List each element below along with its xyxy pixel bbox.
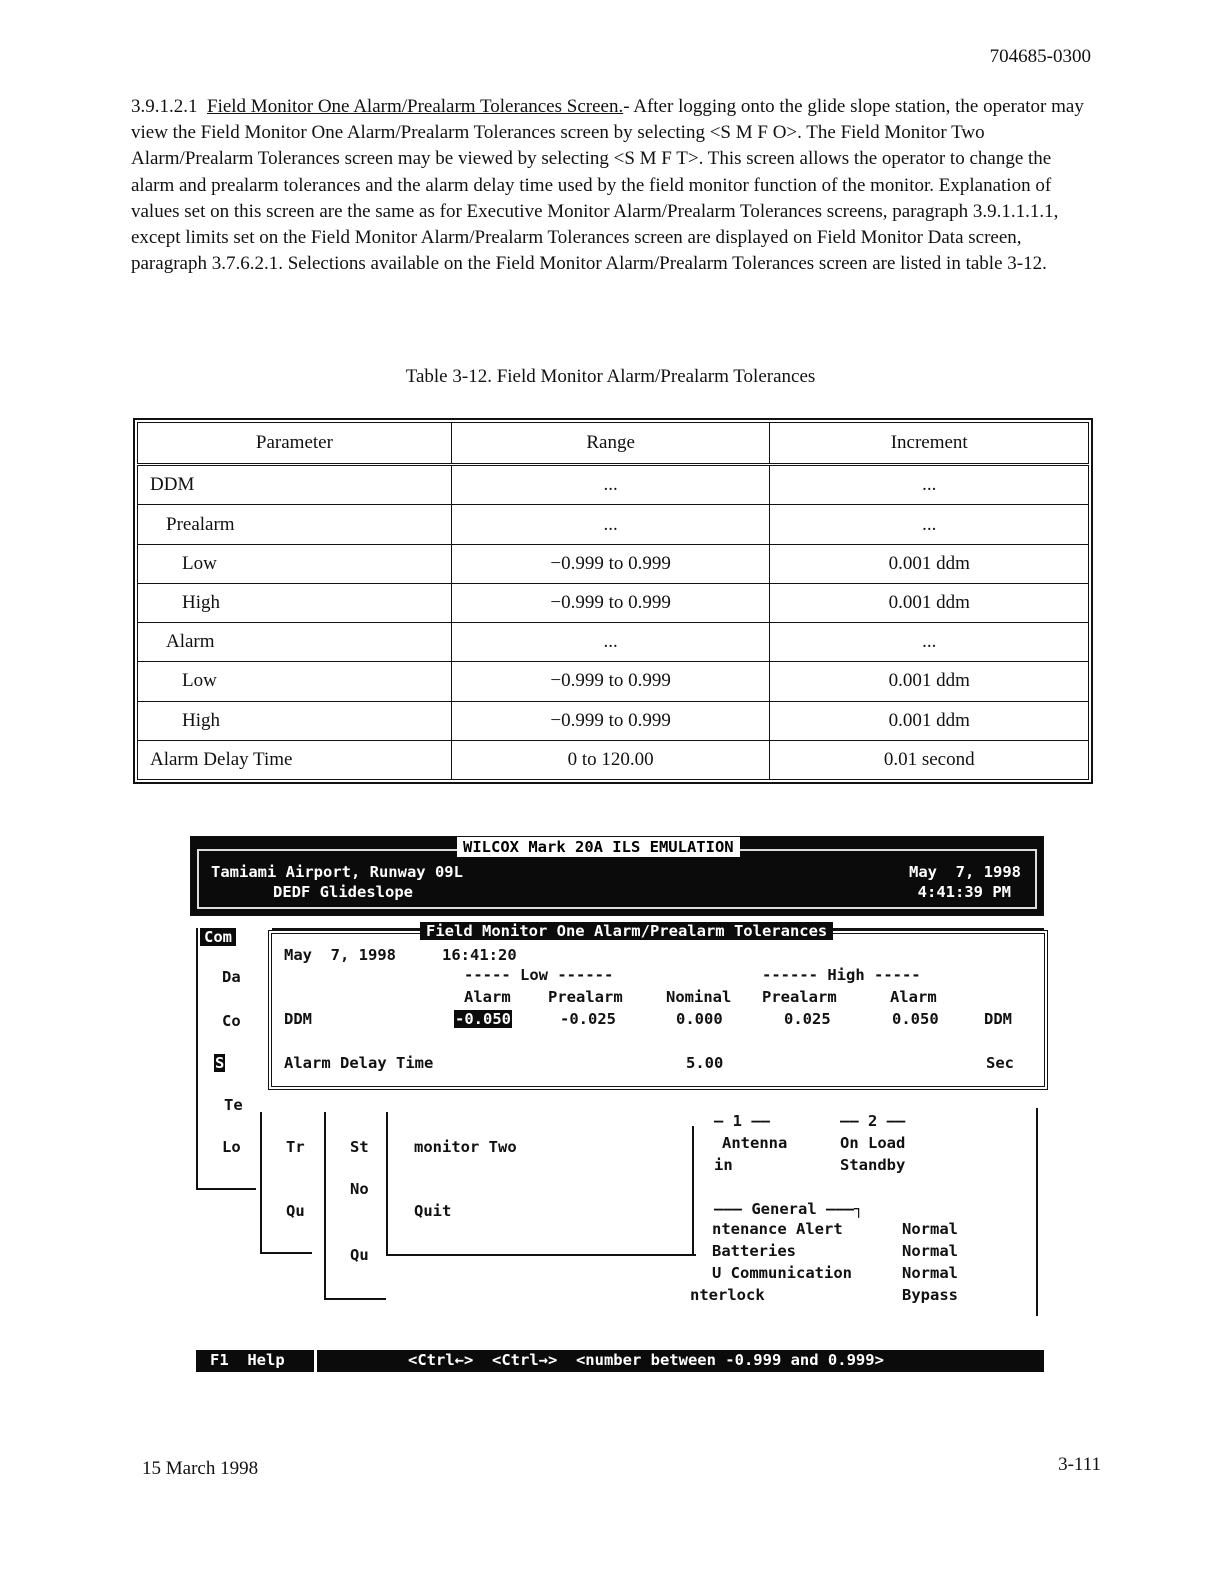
submenu-frame-3 bbox=[386, 1112, 696, 1256]
col-alarm-low: Alarm bbox=[464, 988, 511, 1006]
header-parameter: Parameter bbox=[138, 423, 452, 465]
high-group-label: ------ High ----- bbox=[762, 966, 921, 984]
menu-item-da[interactable]: Da bbox=[222, 968, 241, 986]
footer-divider bbox=[314, 1350, 317, 1372]
table-row bbox=[138, 740, 1089, 779]
section-paragraph bbox=[131, 94, 1093, 277]
status-value: Bypass bbox=[902, 1286, 958, 1304]
menu-item-com[interactable]: Com bbox=[200, 928, 236, 946]
row-parameter: DDM bbox=[138, 465, 452, 505]
dialog-title: Field Monitor One Alarm/Prealarm Tolerances bbox=[420, 922, 833, 940]
tx1-line2: in bbox=[714, 1156, 733, 1174]
page-number: 3-111 bbox=[1058, 1454, 1101, 1475]
status-value: Normal bbox=[902, 1242, 958, 1260]
dialog-date: May 7, 1998 bbox=[284, 946, 396, 964]
row-range: ... bbox=[451, 505, 770, 544]
alarm-delay-unit: Sec bbox=[986, 1054, 1014, 1072]
status-panel-edge bbox=[1036, 1108, 1038, 1316]
row-increment: ... bbox=[770, 505, 1089, 544]
ddm-alarm-low-input[interactable]: -0.050 bbox=[455, 1010, 511, 1028]
col-nominal: Nominal bbox=[666, 988, 732, 1006]
tx2-line2: Standby bbox=[840, 1156, 906, 1174]
row-parameter: High bbox=[138, 583, 452, 622]
ddm-alarm-high-input[interactable]: 0.050 bbox=[892, 1010, 939, 1028]
ddm-nominal-value: 0.000 bbox=[676, 1010, 723, 1028]
location-label: Tamiami Airport, Runway 09L bbox=[211, 863, 463, 881]
header-time: 4:41:39 PM bbox=[917, 883, 1011, 901]
low-group-label: ----- Low ------ bbox=[464, 966, 614, 984]
ddm-unit: DDM bbox=[984, 1010, 1012, 1028]
status-label: U Communication bbox=[712, 1264, 852, 1282]
submenu-item-no[interactable]: No bbox=[350, 1180, 369, 1198]
status-label: Batteries bbox=[712, 1242, 796, 1260]
dialog-time: 16:41:20 bbox=[442, 946, 517, 964]
row-increment: 0.001 ddm bbox=[770, 701, 1089, 740]
tx1-header: — 1 —— bbox=[714, 1112, 771, 1130]
status-label: ntenance Alert bbox=[712, 1220, 843, 1238]
menu-item-te[interactable]: Te bbox=[224, 1096, 243, 1114]
window-title: WILCOX Mark 20A ILS EMULATION bbox=[457, 837, 740, 857]
row-range: −0.999 to 0.999 bbox=[451, 701, 770, 740]
function-key-bar bbox=[196, 1350, 1044, 1372]
tx2-line1: On Load bbox=[840, 1134, 906, 1152]
submenu-item-monitor-two[interactable]: monitor Two bbox=[414, 1138, 517, 1156]
row-range: ... bbox=[451, 623, 770, 662]
table-row bbox=[138, 465, 1089, 505]
ddm-label: DDM bbox=[284, 1010, 312, 1028]
footer-date: 15 March 1998 bbox=[142, 1458, 259, 1479]
row-range: ... bbox=[451, 465, 770, 505]
table-row bbox=[138, 505, 1089, 544]
menu-item-s[interactable]: S bbox=[215, 1054, 225, 1072]
status-label: nterlock bbox=[690, 1286, 765, 1304]
row-parameter: Prealarm bbox=[138, 505, 452, 544]
section-number: 3.9.1.2.1 bbox=[131, 96, 198, 117]
submenu-frame-1 bbox=[260, 1112, 312, 1254]
ddm-prealarm-high-input[interactable]: 0.025 bbox=[784, 1010, 831, 1028]
header-increment: Increment bbox=[770, 423, 1089, 465]
alarm-delay-input[interactable]: 5.00 bbox=[686, 1054, 724, 1072]
row-increment: ... bbox=[770, 623, 1089, 662]
header-range: Range bbox=[451, 423, 770, 465]
menu-item-lo[interactable]: Lo bbox=[222, 1138, 241, 1156]
row-range: −0.999 to 0.999 bbox=[451, 583, 770, 622]
station-label: DEDF Glideslope bbox=[273, 883, 413, 901]
header-date: May 7, 1998 bbox=[909, 863, 1021, 881]
row-increment: 0.001 ddm bbox=[770, 583, 1089, 622]
tolerances-dialog bbox=[268, 922, 1048, 1090]
table-row bbox=[138, 662, 1089, 701]
row-increment: 0.001 ddm bbox=[770, 544, 1089, 583]
row-parameter: Low bbox=[138, 662, 452, 701]
status-value: Normal bbox=[902, 1264, 958, 1282]
section-body: - After logging onto the glide slope station, the operator may view the Field Monitor One Alarm/Prealarm Tolerances screen by selecting <S M F O>. The Field Monitor Two Alarm/Prealarm Tolerances screen may be viewed by selecting <S M F T>. This screen allows the operator to change the alarm and prealarm tolerances and the alarm delay time used by the field monitor function of the monitor. Explanation of values set on this screen are the same as for Executive Monitor Alarm/Prealarm Tolerances screens, paragraph 3.9.1.1.1.1, except limits set on the Field Monitor Alarm/Prealarm Tolerances screen are displayed on Field Monitor Data screen, paragraph 3.7.6.2.1. Selections available on the Field Monitor Alarm/Prealarm Tolerances screen are listed in table 3-12. bbox=[131, 96, 1084, 275]
alarm-delay-label: Alarm Delay Time bbox=[284, 1054, 434, 1072]
table-row bbox=[138, 623, 1089, 662]
table-caption: Table 3-12. Field Monitor Alarm/Prealarm Tolerances bbox=[405, 366, 816, 387]
general-header: ——— General ———┐ bbox=[714, 1200, 864, 1218]
row-parameter: Alarm Delay Time bbox=[138, 740, 452, 779]
row-increment: 0.01 second bbox=[770, 740, 1089, 779]
row-parameter: Alarm bbox=[138, 623, 452, 662]
parameter-table-frame bbox=[133, 418, 1093, 784]
table-row bbox=[138, 701, 1089, 740]
row-range: 0 to 120.00 bbox=[451, 740, 770, 779]
terminal-screenshot bbox=[190, 836, 1046, 1376]
table-row bbox=[138, 583, 1089, 622]
menu-item-co[interactable]: Co bbox=[222, 1012, 241, 1030]
terminal-header bbox=[190, 836, 1044, 916]
submenu-divider bbox=[692, 1126, 694, 1256]
col-alarm-high: Alarm bbox=[890, 988, 937, 1006]
row-range: −0.999 to 0.999 bbox=[451, 662, 770, 701]
row-increment: ... bbox=[770, 465, 1089, 505]
parameter-table bbox=[137, 422, 1089, 780]
col-prealarm-low: Prealarm bbox=[548, 988, 623, 1006]
input-hint: <Ctrl←> <Ctrl→> <number between -0.999 and 0.999> bbox=[408, 1351, 884, 1369]
tx1-line1: Antenna bbox=[722, 1134, 788, 1152]
table-header-row bbox=[138, 423, 1089, 465]
row-parameter: High bbox=[138, 701, 452, 740]
row-range: −0.999 to 0.999 bbox=[451, 544, 770, 583]
submenu-item-tr[interactable]: Tr bbox=[286, 1138, 305, 1156]
section-title: Field Monitor One Alarm/Prealarm Tolerances Screen. bbox=[207, 96, 624, 117]
status-value: Normal bbox=[902, 1220, 958, 1238]
help-key[interactable]: F1 Help bbox=[210, 1351, 285, 1369]
row-parameter: Low bbox=[138, 544, 452, 583]
submenu-item-qu[interactable]: Qu bbox=[286, 1202, 305, 1220]
submenu-item-st[interactable]: St bbox=[350, 1138, 369, 1156]
ddm-prealarm-low-input[interactable]: -0.025 bbox=[560, 1010, 616, 1028]
tx2-header: —— 2 —— bbox=[840, 1112, 906, 1130]
col-prealarm-high: Prealarm bbox=[762, 988, 837, 1006]
submenu-item-qu-2[interactable]: Qu bbox=[350, 1246, 369, 1264]
document-number: 704685-0300 bbox=[989, 46, 1091, 67]
row-increment: 0.001 ddm bbox=[770, 662, 1089, 701]
table-row bbox=[138, 544, 1089, 583]
submenu-item-quit[interactable]: Quit bbox=[414, 1202, 452, 1220]
